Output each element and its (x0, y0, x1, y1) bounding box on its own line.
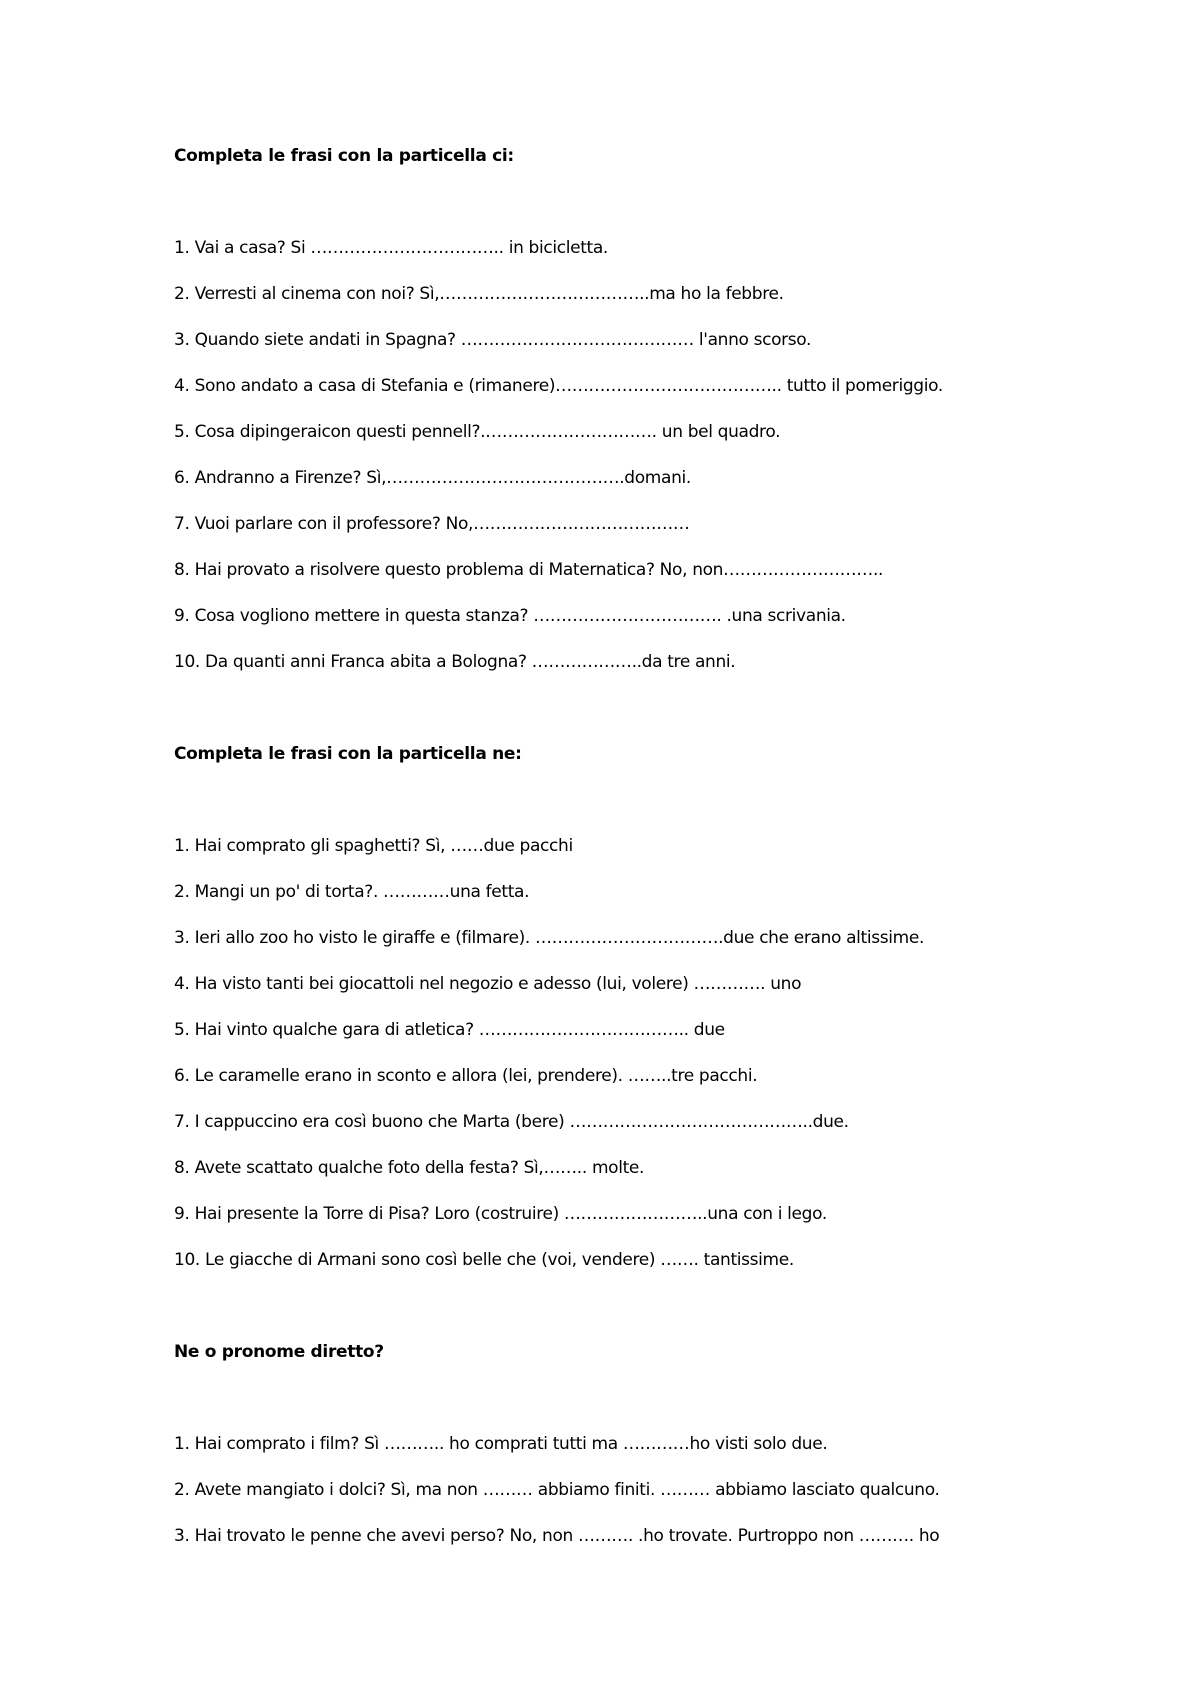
exercise-1-item-3: 3. Quando siete andati in Spagna? …………………………………… l'anno scorso. (174, 330, 812, 350)
exercise-2-item-8: 8. Avete scattato qualche foto della festa? Sì,…….. molte. (174, 1158, 645, 1178)
exercise-2-item-7: 7. I cappuccino era così buono che Marta (bere) ……………………………………..due. (174, 1112, 849, 1132)
exercise-1-item-1: 1. Vai a casa? Si …………………………….. in bicicletta. (174, 238, 608, 258)
exercise-1-item-2: 2. Verresti al cinema con noi? Sì,………………………………..ma ho la febbre. (174, 284, 784, 304)
exercise-2-item-6: 6. Le caramelle erano in sconto e allora (lei, prendere). ……..tre pacchi. (174, 1066, 758, 1086)
exercise-2-item-10: 10. Le giacche di Armani sono così belle che (voi, vendere) ……. tantissime. (174, 1250, 794, 1270)
exercise-1-item-9: 9. Cosa vogliono mettere in questa stanza? ……………………………. .una scrivania. (174, 606, 846, 626)
exercise-3-item-3: 3. Hai trovato le penne che avevi perso? No, non ………. .ho trovate. Purtroppo non ………. ho (174, 1526, 940, 1546)
exercise-2-item-3: 3. Ieri allo zoo ho visto le giraffe e (filmare). …………………………….due che erano altissime. (174, 928, 925, 948)
exercise-2-item-9: 9. Hai presente la Torre di Pisa? Loro (costruire) ……………………..una con i lego. (174, 1204, 827, 1224)
exercise-2-item-5: 5. Hai vinto qualche gara di atletica? ……………………………….. due (174, 1020, 725, 1040)
exercise-3-item-1: 1. Hai comprato i film? Sì ……….. ho comprati tutti ma …………ho visti solo due. (174, 1434, 828, 1454)
exercise-2-item-1: 1. Hai comprato gli spaghetti? Sì, ……due pacchi (174, 836, 573, 856)
exercise-1-item-4: 4. Sono andato a casa di Stefania e (rimanere)………………………………….. tutto il pomeriggio. (174, 376, 943, 396)
section-2-heading: Completa le frasi con la particella ne: (174, 744, 522, 764)
exercise-3-item-2: 2. Avete mangiato i dolci? Sì, ma non ……… abbiamo finiti. ……… abbiamo lasciato qualcuno. (174, 1480, 940, 1500)
exercise-1-item-6: 6. Andranno a Firenze? Sì,…………………………………….domani. (174, 468, 691, 488)
exercise-1-item-5: 5. Cosa dipingeraicon questi pennell?.…………………………. un bel quadro. (174, 422, 781, 442)
exercise-2-item-2: 2. Mangi un po' di torta?. …………una fetta. (174, 882, 530, 902)
section-3-heading: Ne o pronome diretto? (174, 1342, 384, 1362)
exercise-1-item-10: 10. Da quanti anni Franca abita a Bologna? ………………..da tre anni. (174, 652, 736, 672)
exercise-2-item-4: 4. Ha visto tanti bei giocattoli nel negozio e adesso (lui, volere) …………. uno (174, 974, 802, 994)
exercise-1-item-8: 8. Hai provato a risolvere questo problema di Maternatica? No, non……………………….. (174, 560, 884, 580)
exercise-1-item-7: 7. Vuoi parlare con il professore? No,………………………………… (174, 514, 690, 534)
section-1-heading: Completa le frasi con la particella ci: (174, 146, 514, 166)
